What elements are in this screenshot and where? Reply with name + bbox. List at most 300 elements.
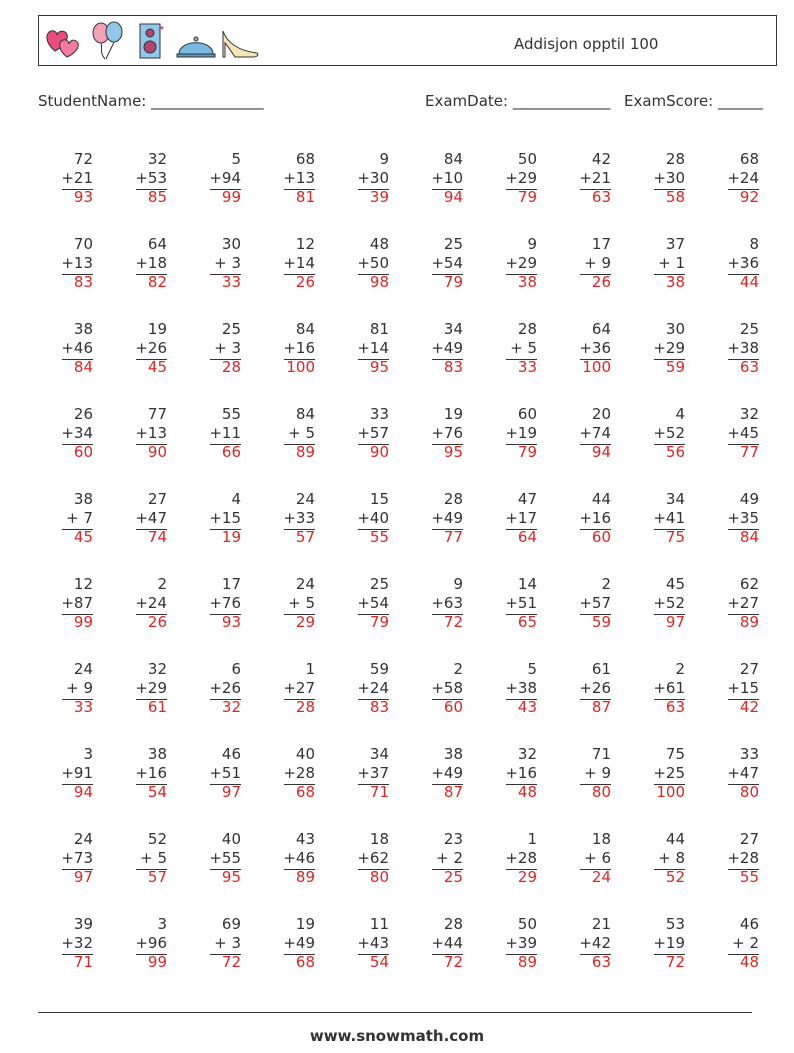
- first-addend: 14: [517, 575, 537, 593]
- second-addend: +51: [209, 764, 241, 782]
- answer: 90: [369, 443, 389, 461]
- second-addend: +54: [357, 594, 389, 612]
- addition-problem: [704, 234, 778, 319]
- first-addend: 40: [221, 830, 241, 848]
- first-addend: 28: [443, 490, 463, 508]
- second-addend: +16: [283, 339, 315, 357]
- answer: 63: [591, 953, 611, 971]
- answer: 92: [739, 188, 759, 206]
- second-addend: + 5: [510, 339, 537, 357]
- second-addend: +30: [653, 169, 685, 187]
- addition-problem: [704, 574, 778, 659]
- first-addend: 52: [147, 830, 167, 848]
- addition-problem: [186, 914, 260, 999]
- exam-score-field: ExamScore: ______: [624, 92, 763, 110]
- first-addend: 37: [665, 235, 685, 253]
- second-addend: +38: [727, 339, 759, 357]
- answer: 93: [73, 188, 93, 206]
- answer: 75: [665, 528, 685, 546]
- second-addend: +49: [431, 509, 463, 527]
- first-addend: 49: [739, 490, 759, 508]
- addition-problem: [704, 829, 778, 914]
- second-addend: +13: [61, 254, 93, 272]
- addition-problem: [408, 829, 482, 914]
- first-addend: 4: [675, 405, 685, 423]
- answer: 72: [443, 613, 463, 631]
- addition-problem: [556, 829, 630, 914]
- addition-problem: [186, 404, 260, 489]
- first-addend: 84: [295, 320, 315, 338]
- answer: 90: [147, 443, 167, 461]
- first-addend: 39: [73, 915, 93, 933]
- first-addend: 40: [295, 745, 315, 763]
- second-addend: +19: [505, 424, 537, 442]
- food-cloche-icon: [175, 21, 217, 61]
- first-addend: 32: [147, 150, 167, 168]
- addition-problem: [112, 744, 186, 829]
- answer: 100: [582, 358, 611, 376]
- second-addend: +47: [727, 764, 759, 782]
- first-addend: 25: [739, 320, 759, 338]
- answer: 99: [221, 188, 241, 206]
- addition-problem: [630, 489, 704, 574]
- addition-problem: [408, 149, 482, 234]
- second-addend: +29: [505, 169, 537, 187]
- first-addend: 4: [231, 490, 241, 508]
- second-addend: + 8: [658, 849, 685, 867]
- addition-problem: [630, 744, 704, 829]
- second-addend: +47: [135, 509, 167, 527]
- answer: 95: [443, 443, 463, 461]
- first-addend: 27: [147, 490, 167, 508]
- addition-problem: [38, 744, 112, 829]
- addition-problem: [38, 234, 112, 319]
- first-addend: 38: [443, 745, 463, 763]
- answer: 95: [221, 868, 241, 886]
- answer: 97: [221, 783, 241, 801]
- answer: 63: [591, 188, 611, 206]
- addition-problem: [260, 234, 334, 319]
- answer: 38: [517, 273, 537, 291]
- first-addend: 27: [739, 660, 759, 678]
- second-addend: + 9: [584, 254, 611, 272]
- second-addend: +24: [727, 169, 759, 187]
- first-addend: 84: [295, 405, 315, 423]
- first-addend: 46: [221, 745, 241, 763]
- first-addend: 69: [221, 915, 241, 933]
- addition-problem: [186, 489, 260, 574]
- second-addend: +37: [357, 764, 389, 782]
- answer: 45: [73, 528, 93, 546]
- addition-problem: [482, 404, 556, 489]
- second-addend: +57: [579, 594, 611, 612]
- second-addend: +17: [505, 509, 537, 527]
- second-addend: +51: [505, 594, 537, 612]
- addition-problem: [704, 149, 778, 234]
- first-addend: 71: [591, 745, 611, 763]
- first-addend: 34: [443, 320, 463, 338]
- addition-problem: [556, 744, 630, 829]
- first-addend: 27: [739, 830, 759, 848]
- addition-problem: [334, 914, 408, 999]
- answer: 33: [517, 358, 537, 376]
- page-title: Addisjon opptil 100: [514, 35, 659, 53]
- answer: 74: [147, 528, 167, 546]
- addition-problem: [704, 489, 778, 574]
- answer: 52: [665, 868, 685, 886]
- first-addend: 24: [73, 830, 93, 848]
- first-addend: 32: [739, 405, 759, 423]
- first-addend: 5: [527, 660, 537, 678]
- addition-problem: [112, 319, 186, 404]
- addition-problem: [630, 149, 704, 234]
- addition-problem: [186, 744, 260, 829]
- answer: 89: [517, 953, 537, 971]
- second-addend: + 2: [436, 849, 463, 867]
- second-addend: +52: [653, 594, 685, 612]
- second-addend: +49: [431, 339, 463, 357]
- first-addend: 2: [675, 660, 685, 678]
- addition-problem: [334, 489, 408, 574]
- answer: 79: [369, 613, 389, 631]
- exam-date-field: ExamDate: _____________: [425, 92, 611, 110]
- answer: 60: [73, 443, 93, 461]
- addition-problem: [704, 914, 778, 999]
- answer: 59: [665, 358, 685, 376]
- second-addend: +30: [357, 169, 389, 187]
- answer: 84: [739, 528, 759, 546]
- answer: 80: [369, 868, 389, 886]
- second-addend: +46: [283, 849, 315, 867]
- addition-problem: [408, 319, 482, 404]
- answer: 63: [665, 698, 685, 716]
- first-addend: 24: [295, 490, 315, 508]
- addition-problem: [334, 574, 408, 659]
- second-addend: + 9: [584, 764, 611, 782]
- first-addend: 8: [749, 235, 759, 253]
- first-addend: 28: [517, 320, 537, 338]
- answer: 80: [739, 783, 759, 801]
- first-addend: 55: [221, 405, 241, 423]
- addition-problem: [482, 489, 556, 574]
- first-addend: 12: [73, 575, 93, 593]
- addition-problem: [186, 574, 260, 659]
- second-addend: +32: [61, 934, 93, 952]
- second-addend: +61: [653, 679, 685, 697]
- addition-problem: [38, 829, 112, 914]
- second-addend: +19: [653, 934, 685, 952]
- first-addend: 30: [221, 235, 241, 253]
- answer: 42: [739, 698, 759, 716]
- first-addend: 34: [665, 490, 685, 508]
- second-addend: +36: [727, 254, 759, 272]
- addition-problem: [630, 319, 704, 404]
- answer: 48: [739, 953, 759, 971]
- second-addend: +27: [727, 594, 759, 612]
- addition-problem: [186, 319, 260, 404]
- first-addend: 84: [443, 150, 463, 168]
- addition-problem: [334, 404, 408, 489]
- problem-grid: [38, 149, 778, 999]
- answer: 57: [147, 868, 167, 886]
- addition-problem: [38, 574, 112, 659]
- answer: 80: [591, 783, 611, 801]
- second-addend: +43: [357, 934, 389, 952]
- addition-problem: [38, 319, 112, 404]
- answer: 72: [443, 953, 463, 971]
- first-addend: 9: [527, 235, 537, 253]
- student-name-field: StudentName: _______________: [38, 92, 264, 110]
- addition-problem: [408, 659, 482, 744]
- first-addend: 43: [295, 830, 315, 848]
- answer: 83: [369, 698, 389, 716]
- addition-problem: [630, 404, 704, 489]
- first-addend: 33: [369, 405, 389, 423]
- second-addend: +91: [61, 764, 93, 782]
- second-addend: +87: [61, 594, 93, 612]
- balloons-icon: [87, 21, 129, 61]
- answer: 72: [665, 953, 685, 971]
- answer: 38: [665, 273, 685, 291]
- second-addend: +41: [653, 509, 685, 527]
- answer: 79: [517, 443, 537, 461]
- answer: 89: [295, 868, 315, 886]
- second-addend: +53: [135, 169, 167, 187]
- answer: 26: [591, 273, 611, 291]
- second-addend: +28: [505, 849, 537, 867]
- second-addend: +76: [431, 424, 463, 442]
- addition-problem: [556, 914, 630, 999]
- second-addend: +55: [209, 849, 241, 867]
- second-addend: +40: [357, 509, 389, 527]
- first-addend: 9: [453, 575, 463, 593]
- first-addend: 1: [527, 830, 537, 848]
- second-addend: +74: [579, 424, 611, 442]
- addition-problem: [260, 659, 334, 744]
- first-addend: 9: [379, 150, 389, 168]
- second-addend: +11: [209, 424, 241, 442]
- header-icons: [43, 21, 261, 61]
- second-addend: +24: [357, 679, 389, 697]
- answer: 89: [295, 443, 315, 461]
- first-addend: 64: [147, 235, 167, 253]
- answer: 44: [739, 273, 759, 291]
- answer: 56: [665, 443, 685, 461]
- addition-problem: [408, 404, 482, 489]
- first-addend: 47: [517, 490, 537, 508]
- answer: 95: [369, 358, 389, 376]
- answer: 45: [147, 358, 167, 376]
- answer: 72: [221, 953, 241, 971]
- answer: 54: [147, 783, 167, 801]
- addition-problem: [630, 914, 704, 999]
- first-addend: 42: [591, 150, 611, 168]
- answer: 61: [147, 698, 167, 716]
- answer: 77: [739, 443, 759, 461]
- answer: 83: [73, 273, 93, 291]
- first-addend: 23: [443, 830, 463, 848]
- first-addend: 62: [739, 575, 759, 593]
- second-addend: +34: [61, 424, 93, 442]
- answer: 79: [517, 188, 537, 206]
- answer: 60: [443, 698, 463, 716]
- answer: 87: [443, 783, 463, 801]
- first-addend: 48: [369, 235, 389, 253]
- addition-problem: [482, 319, 556, 404]
- answer: 85: [147, 188, 167, 206]
- answer: 93: [221, 613, 241, 631]
- first-addend: 44: [591, 490, 611, 508]
- first-addend: 17: [591, 235, 611, 253]
- addition-problem: [186, 829, 260, 914]
- first-addend: 28: [443, 915, 463, 933]
- answer: 81: [295, 188, 315, 206]
- second-addend: +26: [579, 679, 611, 697]
- answer: 55: [739, 868, 759, 886]
- second-addend: + 2: [732, 934, 759, 952]
- first-addend: 25: [221, 320, 241, 338]
- addition-problem: [260, 829, 334, 914]
- answer: 28: [295, 698, 315, 716]
- second-addend: +27: [283, 679, 315, 697]
- addition-problem: [260, 149, 334, 234]
- speaker-icon: [131, 21, 173, 61]
- answer: 63: [739, 358, 759, 376]
- addition-problem: [112, 659, 186, 744]
- first-addend: 24: [295, 575, 315, 593]
- first-addend: 50: [517, 915, 537, 933]
- addition-problem: [556, 404, 630, 489]
- second-addend: + 7: [66, 509, 93, 527]
- answer: 97: [665, 613, 685, 631]
- answer: 29: [295, 613, 315, 631]
- answer: 26: [147, 613, 167, 631]
- addition-problem: [260, 574, 334, 659]
- answer: 19: [221, 528, 241, 546]
- second-addend: +46: [61, 339, 93, 357]
- answer: 66: [221, 443, 241, 461]
- second-addend: +25: [653, 764, 685, 782]
- addition-problem: [482, 829, 556, 914]
- first-addend: 2: [157, 575, 167, 593]
- answer: 54: [369, 953, 389, 971]
- addition-problem: [704, 404, 778, 489]
- second-addend: + 3: [214, 934, 241, 952]
- first-addend: 34: [369, 745, 389, 763]
- second-addend: + 5: [288, 594, 315, 612]
- answer: 26: [295, 273, 315, 291]
- second-addend: +21: [61, 169, 93, 187]
- second-addend: +58: [431, 679, 463, 697]
- addition-problem: [408, 574, 482, 659]
- second-addend: +15: [209, 509, 241, 527]
- second-addend: +29: [505, 254, 537, 272]
- first-addend: 21: [591, 915, 611, 933]
- first-addend: 50: [517, 150, 537, 168]
- addition-problem: [556, 234, 630, 319]
- answer: 79: [443, 273, 463, 291]
- first-addend: 45: [665, 575, 685, 593]
- answer: 83: [443, 358, 463, 376]
- addition-problem: [482, 744, 556, 829]
- first-addend: 5: [231, 150, 241, 168]
- addition-problem: [630, 829, 704, 914]
- second-addend: +36: [579, 339, 611, 357]
- first-addend: 24: [73, 660, 93, 678]
- addition-problem: [38, 914, 112, 999]
- answer: 99: [147, 953, 167, 971]
- addition-problem: [630, 659, 704, 744]
- addition-problem: [186, 149, 260, 234]
- answer: 71: [369, 783, 389, 801]
- answer: 33: [73, 698, 93, 716]
- first-addend: 70: [73, 235, 93, 253]
- second-addend: +49: [283, 934, 315, 952]
- second-addend: +54: [431, 254, 463, 272]
- first-addend: 25: [369, 575, 389, 593]
- first-addend: 38: [147, 745, 167, 763]
- second-addend: +24: [135, 594, 167, 612]
- high-heel-shoe-icon: [219, 21, 261, 61]
- second-addend: +16: [505, 764, 537, 782]
- first-addend: 44: [665, 830, 685, 848]
- answer: 82: [147, 273, 167, 291]
- first-addend: 12: [295, 235, 315, 253]
- answer: 39: [369, 188, 389, 206]
- first-addend: 19: [147, 320, 167, 338]
- addition-problem: [260, 404, 334, 489]
- addition-problem: [630, 574, 704, 659]
- addition-problem: [408, 744, 482, 829]
- second-addend: +42: [579, 934, 611, 952]
- first-addend: 59: [369, 660, 389, 678]
- addition-problem: [482, 914, 556, 999]
- second-addend: +44: [431, 934, 463, 952]
- second-addend: +33: [283, 509, 315, 527]
- answer: 28: [221, 358, 241, 376]
- answer: 43: [517, 698, 537, 716]
- second-addend: +29: [135, 679, 167, 697]
- first-addend: 77: [147, 405, 167, 423]
- addition-problem: [556, 574, 630, 659]
- second-addend: +49: [431, 764, 463, 782]
- answer: 100: [286, 358, 315, 376]
- first-addend: 25: [443, 235, 463, 253]
- addition-problem: [556, 489, 630, 574]
- second-addend: +62: [357, 849, 389, 867]
- answer: 87: [591, 698, 611, 716]
- worksheet-header: [38, 15, 777, 66]
- addition-problem: [556, 319, 630, 404]
- addition-problem: [334, 149, 408, 234]
- first-addend: 61: [591, 660, 611, 678]
- addition-problem: [260, 489, 334, 574]
- answer: 59: [591, 613, 611, 631]
- addition-problem: [186, 659, 260, 744]
- answer: 68: [295, 783, 315, 801]
- first-addend: 72: [73, 150, 93, 168]
- answer: 55: [369, 528, 389, 546]
- first-addend: 32: [517, 745, 537, 763]
- answer: 94: [591, 443, 611, 461]
- addition-problem: [334, 744, 408, 829]
- addition-problem: [482, 574, 556, 659]
- addition-problem: [334, 829, 408, 914]
- addition-problem: [112, 234, 186, 319]
- second-addend: +96: [135, 934, 167, 952]
- first-addend: 19: [443, 405, 463, 423]
- addition-problem: [38, 149, 112, 234]
